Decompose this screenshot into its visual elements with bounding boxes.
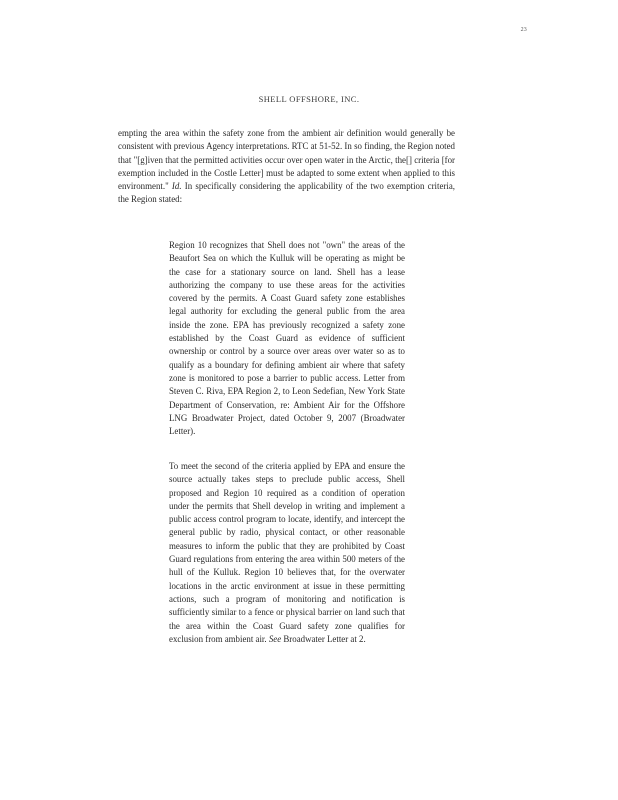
see-signal: See	[268, 633, 282, 644]
quote-2-citation: Broadwater Letter at 2.	[281, 633, 366, 644]
quote-2-text: To meet the second of the criteria applied by EPA and ensure the source actually takes steps to preclude public access, Shell proposed and Region 10 required as a condition of operation under the permits that Shell develop in writing and implement a public access control program to locate, identify, and intercept the general public by radio, physical contact, or other reasonable measures to inform the public that they are prohibited by Coast Guard regulations from entering the area within 500 meters of the hull of the Kulluk. Region 10 believes that, for the overwater locations in the arctic environment at issue in these permitting actions, such a program of monitoring and notification is sufficiently similar to a fence or physical barrier on land such that the area within the Coast Guard safety zone qualifies for exclusion from ambient air.	[169, 461, 405, 644]
intro-paragraph	[118, 127, 455, 207]
intro-text-part-1: empting the area within the safety zone from the ambient air definition would generally be consistent with previous Agency interpretations. RTC at 51-52. In so finding, the Region noted that "[g]iven that the permitted activities occur over open water in the Arctic, the[] criteria [for exemption included in the Costle Letter] must be adapted to some extent when applied to this environment."	[118, 128, 455, 192]
intro-text-part-2: In specifically considering the applicability of the two exemption criteria, the Region stated:	[118, 181, 455, 205]
id-citation: Id.	[171, 181, 182, 192]
running-head: SHELL OFFSHORE, INC.	[258, 94, 360, 104]
block-quote-paragraph-2	[169, 460, 405, 646]
block-quote-paragraph-1: Region 10 recognizes that Shell does not "own" the areas of the Beaufort Sea on which the Kulluk will be operating as might be the case for a stationary source on land. Shell has a lease authorizing the company to use these areas for the activities covered by the permits. A Coast Guard safety zone establishes legal authority for excluding the general public from the area inside the zone. EPA has previously recognized a safety zone established by the Coast Guard as evidence of sufficient ownership or control by a source over areas over water so as to qualify as a boundary for defining ambient air where that safety zone is monitored to pose a barrier to public access. Letter from Steven C. Riva, EPA Region 2, to Leon Sedefian, New York State Department of Conservation, re: Ambient Air for the Offshore LNG Broadwater Project, dated October 9, 2007 (Broadwater Letter).	[169, 240, 405, 437]
page-number: 23	[520, 27, 527, 33]
